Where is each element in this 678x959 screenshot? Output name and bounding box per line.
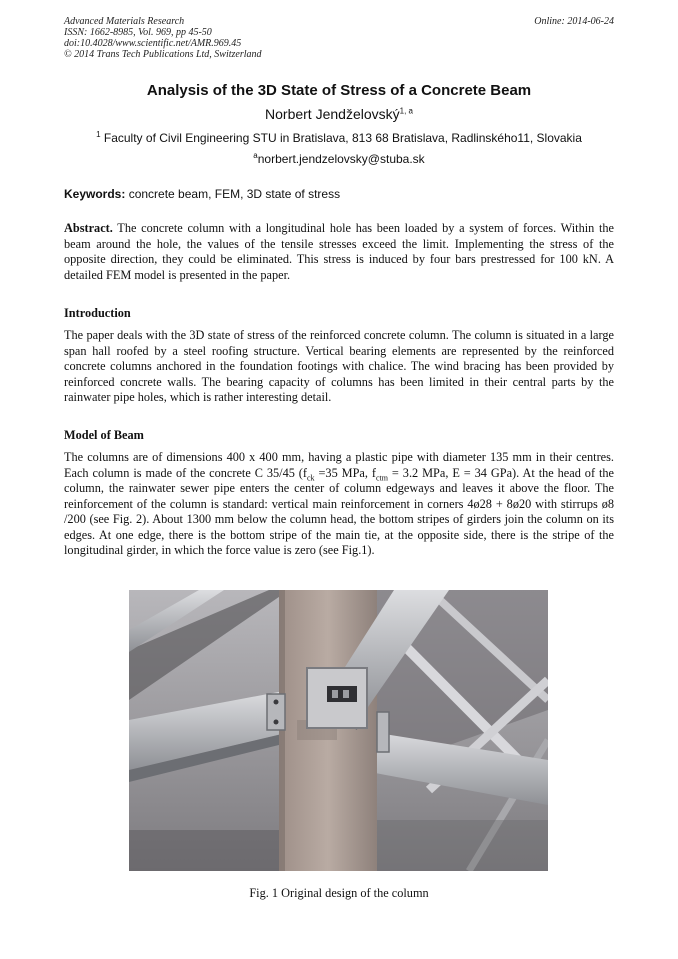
abstract-label: Abstract.	[64, 221, 113, 235]
email-address: norbert.jendzelovsky@stuba.sk	[257, 152, 425, 166]
doi: doi:10.4028/www.scientific.net/AMR.969.45	[64, 38, 242, 49]
copyright: © 2014 Trans Tech Publications Ltd, Switzerland	[64, 49, 262, 60]
introduction-text: The paper deals with the 3D state of stress of the reinforced concrete column. The column is situated in a large span hall roofed by a steel roofing structure. Vertical bearing elements are represented by the reinforced concrete columns anchored in the foundation footings with chalice. The wind bracing has been provided by reinforced concrete walls. The bearing capacity of columns has been limited in their central parts by the rainwater pipe holes, which is rather interesting detail.	[64, 328, 614, 404]
journal-name: Advanced Materials Research	[64, 16, 185, 27]
paper-title: Analysis of the 3D State of Stress of a Concrete Beam	[146, 82, 532, 99]
author	[0, 106, 678, 122]
running-header	[64, 16, 614, 60]
figure-caption: Fig. 1 Original design of the column	[249, 886, 429, 900]
keywords	[64, 187, 340, 201]
online-date: Online: 2014-06-24	[534, 16, 614, 27]
model-heading: Model of Beam	[64, 428, 144, 442]
fck-subscript: ck	[307, 472, 315, 482]
model-text	[64, 450, 614, 559]
author-sup: 1, a	[399, 106, 413, 116]
email-sup: a	[253, 151, 258, 160]
affiliation	[0, 131, 678, 145]
keywords-text: concrete beam, FEM, 3D state of stress	[125, 187, 341, 201]
model-text-part: The columns are of dimensions 400 x 400 mm, having a plastic pipe with diameter 135 mm in their centres. Each column is made of the concrete C 35/45 (f	[64, 450, 614, 480]
email	[0, 152, 678, 166]
figure-column-photo	[129, 590, 548, 871]
model-text-part: =35 MPa, f	[314, 465, 376, 480]
abstract-text: The concrete column with a longitudinal hole has been loaded by a system of forces. Within the beam around the hole, the values of the tensile stresses exceed the limit. Implementing the stress of the opposite direction, they could be eliminated. This stress is induced by four bars prestressed for 100 kN. A detailed FEM model is presented in the paper.	[64, 221, 614, 282]
affiliation-text: Faculty of Civil Engineering STU in Bratislava, 813 68 Bratislava, Radlinského11, Slovakia	[100, 131, 582, 145]
column-photo-illustration	[129, 590, 548, 871]
abstract	[64, 221, 614, 283]
fctm-subscript: ctm	[376, 472, 388, 482]
keywords-label: Keywords:	[64, 187, 126, 201]
affiliation-sup: 1	[96, 130, 101, 139]
issn: ISSN: 1662-8985, Vol. 969, pp 45-50	[64, 27, 212, 38]
author-name: Norbert Jendželovský	[265, 106, 400, 122]
introduction-heading: Introduction	[64, 306, 131, 320]
model-text-part: = 3.2 MPa, E = 34 GPa). At the head of the column, the rainwater sewer pipe enters the center of column edgeways and leaves it above the floor. The reinforcement of the column is standard: vertical main reinforcement in corners 4ø28 + 8ø20 with stirrups ø8 /200 (see Fig. 2). About 1300 mm below the column head, the bottom stripes of girders join the column on its edges. At one edge, there is the bottom stripe of the main tie, at the opposite side, there is the stripe of the longitudinal girder, in which the force value is zero (see Fig.1).	[64, 465, 615, 557]
